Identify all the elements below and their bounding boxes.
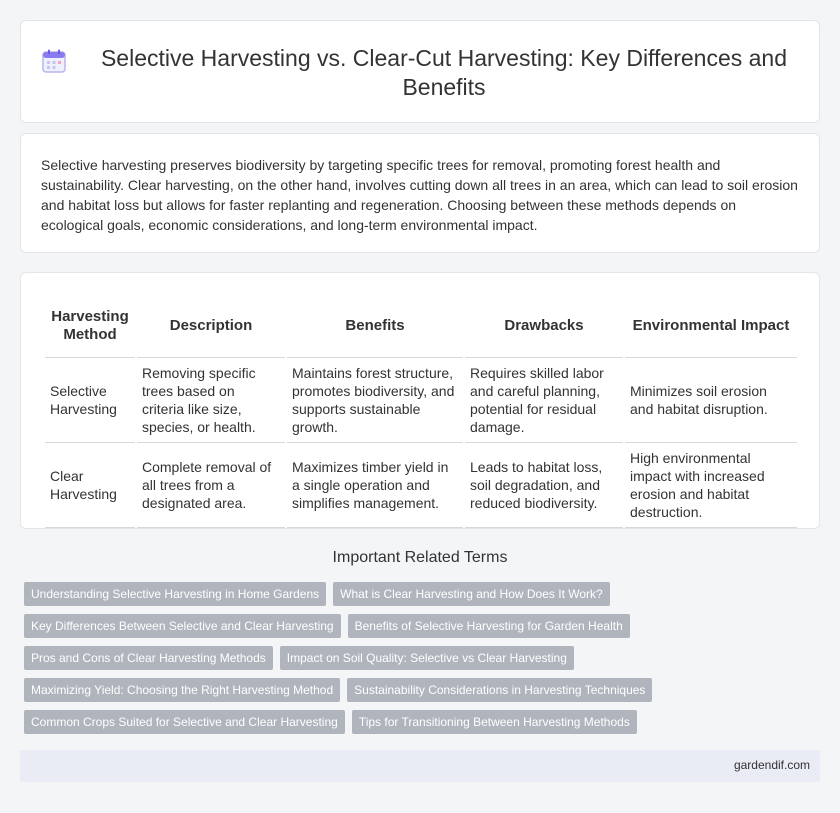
calendar-icon: [41, 48, 67, 74]
related-term-link[interactable]: Tips for Transitioning Between Harvesting Methods: [352, 710, 637, 734]
related-term-link[interactable]: Maximizing Yield: Choosing the Right Harvesting Method: [24, 678, 340, 702]
tag-row: [24, 614, 824, 638]
intro-paragraph: Selective harvesting preserves biodiversity by targeting specific trees for removal, promoting forest health and sustainability. Clear harvesting, on the other hand, involves cutting down all trees in an area, which can lead to soil erosion and habitat loss but allows for faster replanting and regeneration. Choosing between these methods depends on ecological goals, economic considerations, and long-term environmental impact.: [41, 157, 798, 233]
table-cell: Complete removal of all trees from a designated area.: [137, 443, 285, 528]
tag-row: [24, 710, 824, 734]
table-cell: Clear Harvesting: [45, 443, 135, 528]
comparison-table: [43, 295, 799, 528]
column-header: Drawbacks: [465, 295, 623, 358]
comparison-table-card: [20, 272, 820, 529]
table-cell: Selective Harvesting: [45, 358, 135, 443]
table-row: [45, 443, 797, 528]
tag-row: [24, 678, 824, 702]
header-card: [20, 20, 820, 123]
related-term-link[interactable]: What is Clear Harvesting and How Does It Work?: [333, 582, 610, 606]
column-header: Environmental Impact: [625, 295, 797, 358]
related-term-link[interactable]: Benefits of Selective Harvesting for Garden Health: [348, 614, 630, 638]
related-term-link[interactable]: Pros and Cons of Clear Harvesting Methods: [24, 646, 273, 670]
table-cell: Minimizes soil erosion and habitat disruption.: [625, 358, 797, 443]
footer-site-link[interactable]: gardendif.com: [733, 758, 810, 772]
table-cell: Requires skilled labor and careful planning, potential for residual damage.: [465, 358, 623, 443]
related-term-link[interactable]: Sustainability Considerations in Harvesting Techniques: [347, 678, 652, 702]
table-cell: Removing specific trees based on criteria like size, species, or health.: [137, 358, 285, 443]
table-cell: High environmental impact with increased erosion and habitat destruction.: [625, 443, 797, 528]
tag-row: [24, 582, 824, 606]
related-terms-list: [24, 582, 824, 742]
related-terms-heading: Important Related Terms: [332, 549, 508, 566]
table-header-row: [45, 295, 797, 358]
tag-row: [24, 646, 824, 670]
related-term-link[interactable]: Key Differences Between Selective and Clear Harvesting: [24, 614, 341, 638]
table-cell: Maximizes timber yield in a single operation and simplifies management.: [287, 443, 463, 528]
column-header: Description: [137, 295, 285, 358]
table-cell: Maintains forest structure, promotes biodiversity, and supports sustainable growth.: [287, 358, 463, 443]
intro-card: [20, 133, 820, 253]
related-term-link[interactable]: Impact on Soil Quality: Selective vs Clear Harvesting: [280, 646, 574, 670]
table-row: [45, 358, 797, 443]
related-term-link[interactable]: Common Crops Suited for Selective and Clear Harvesting: [24, 710, 345, 734]
column-header: Benefits: [287, 295, 463, 358]
column-header: Harvesting Method: [45, 295, 135, 358]
table-cell: Leads to habitat loss, soil degradation, and reduced biodiversity.: [465, 443, 623, 528]
related-term-link[interactable]: Understanding Selective Harvesting in Home Gardens: [24, 582, 326, 606]
page-title: Selective Harvesting vs. Clear-Cut Harvesting: Key Differences and Benefits: [100, 45, 788, 100]
footer: [20, 750, 820, 782]
